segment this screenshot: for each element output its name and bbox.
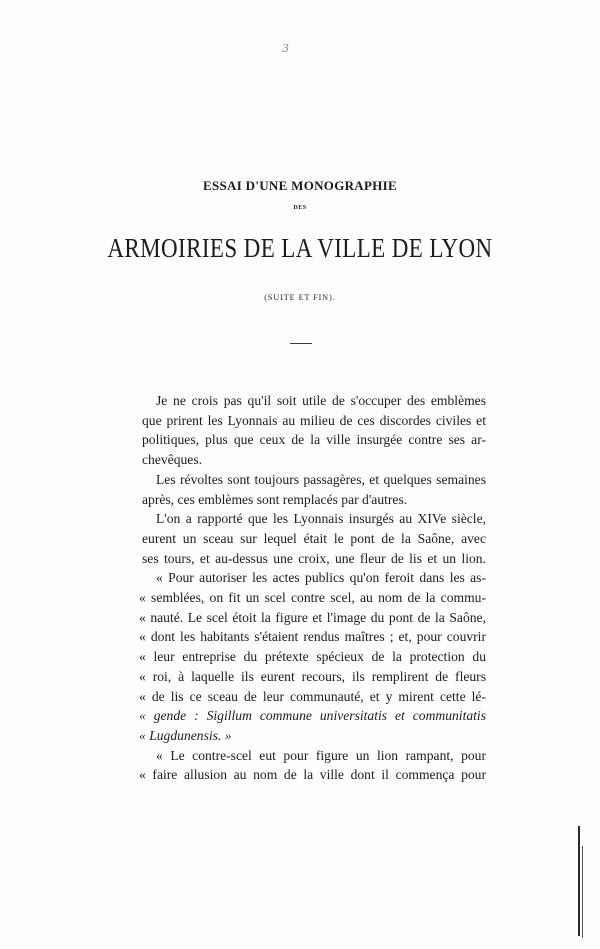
subtitle: (SUITE ET FIN). xyxy=(264,293,336,302)
body-text xyxy=(139,391,486,785)
text-line: que prirent les Lyonnais au milieu de ces discordes civiles et xyxy=(142,412,486,428)
page-edge-line xyxy=(578,826,580,936)
text-line: Je ne crois pas qu'il soit utile de s'occuper des emblèmes xyxy=(156,393,486,408)
text-line: « semblées, on fit un scel contre scel, au nom de la commu- xyxy=(139,590,486,606)
text-line: « Lugdunensis. » xyxy=(139,727,232,743)
text-line: L'on a rapporté que les Lyonnais insurgés au XIVe siècle, xyxy=(156,511,486,527)
text-line: politiques, plus que ceux de la ville insurgée contre ses ar- xyxy=(142,432,486,448)
heading-essai: ESSAI D'UNE MONOGRAPHIE xyxy=(203,178,397,193)
text-line: « de lis ce sceau de leur communauté, et y mirent cette lé- xyxy=(139,688,486,704)
heading-des: DES xyxy=(293,205,307,211)
text-line: « leur entreprise du prétexte spécieux de la protection du xyxy=(139,649,486,665)
text-line: « Le contre-scel eut pour figure un lion rampant, pour xyxy=(156,747,486,763)
text-line: eurent un sceau sur lequel était le pont de la Saône, avec xyxy=(142,530,486,546)
text-line: « faire allusion au nom de la ville dont il commença pour xyxy=(139,767,486,783)
page-edge-line xyxy=(582,846,583,938)
text-line: « nauté. Le scel étoit la figure et l'image du pont de la Saône, xyxy=(139,609,486,625)
text-line: après, ces emblèmes sont remplacés par d'autres. xyxy=(142,491,408,507)
text-line: « roi, à laquelle ils eurent recours, ils remplirent de fleurs xyxy=(139,668,486,684)
text-line: « dont les habitants s'étaient rendus maîtres ; et, pour couvrir xyxy=(139,629,486,645)
text-line: Les révoltes sont toujours passagères, et quelques semaines xyxy=(156,471,486,487)
separator-rule xyxy=(290,343,312,344)
text-line: « Pour autoriser les actes publics qu'on feroit dans les as- xyxy=(156,570,486,586)
text-line: ses tours, et au-dessus une croix, une fleur de lis et un lion. xyxy=(142,550,486,566)
text-line: chevêques. xyxy=(142,452,203,468)
text-line: « gende : Sigillum commune universitatis et communitatis xyxy=(139,708,486,724)
page-number-mark: 3 xyxy=(282,42,289,55)
page-title: ARMOIRIES DE LA VILLE DE LYON xyxy=(107,233,493,263)
